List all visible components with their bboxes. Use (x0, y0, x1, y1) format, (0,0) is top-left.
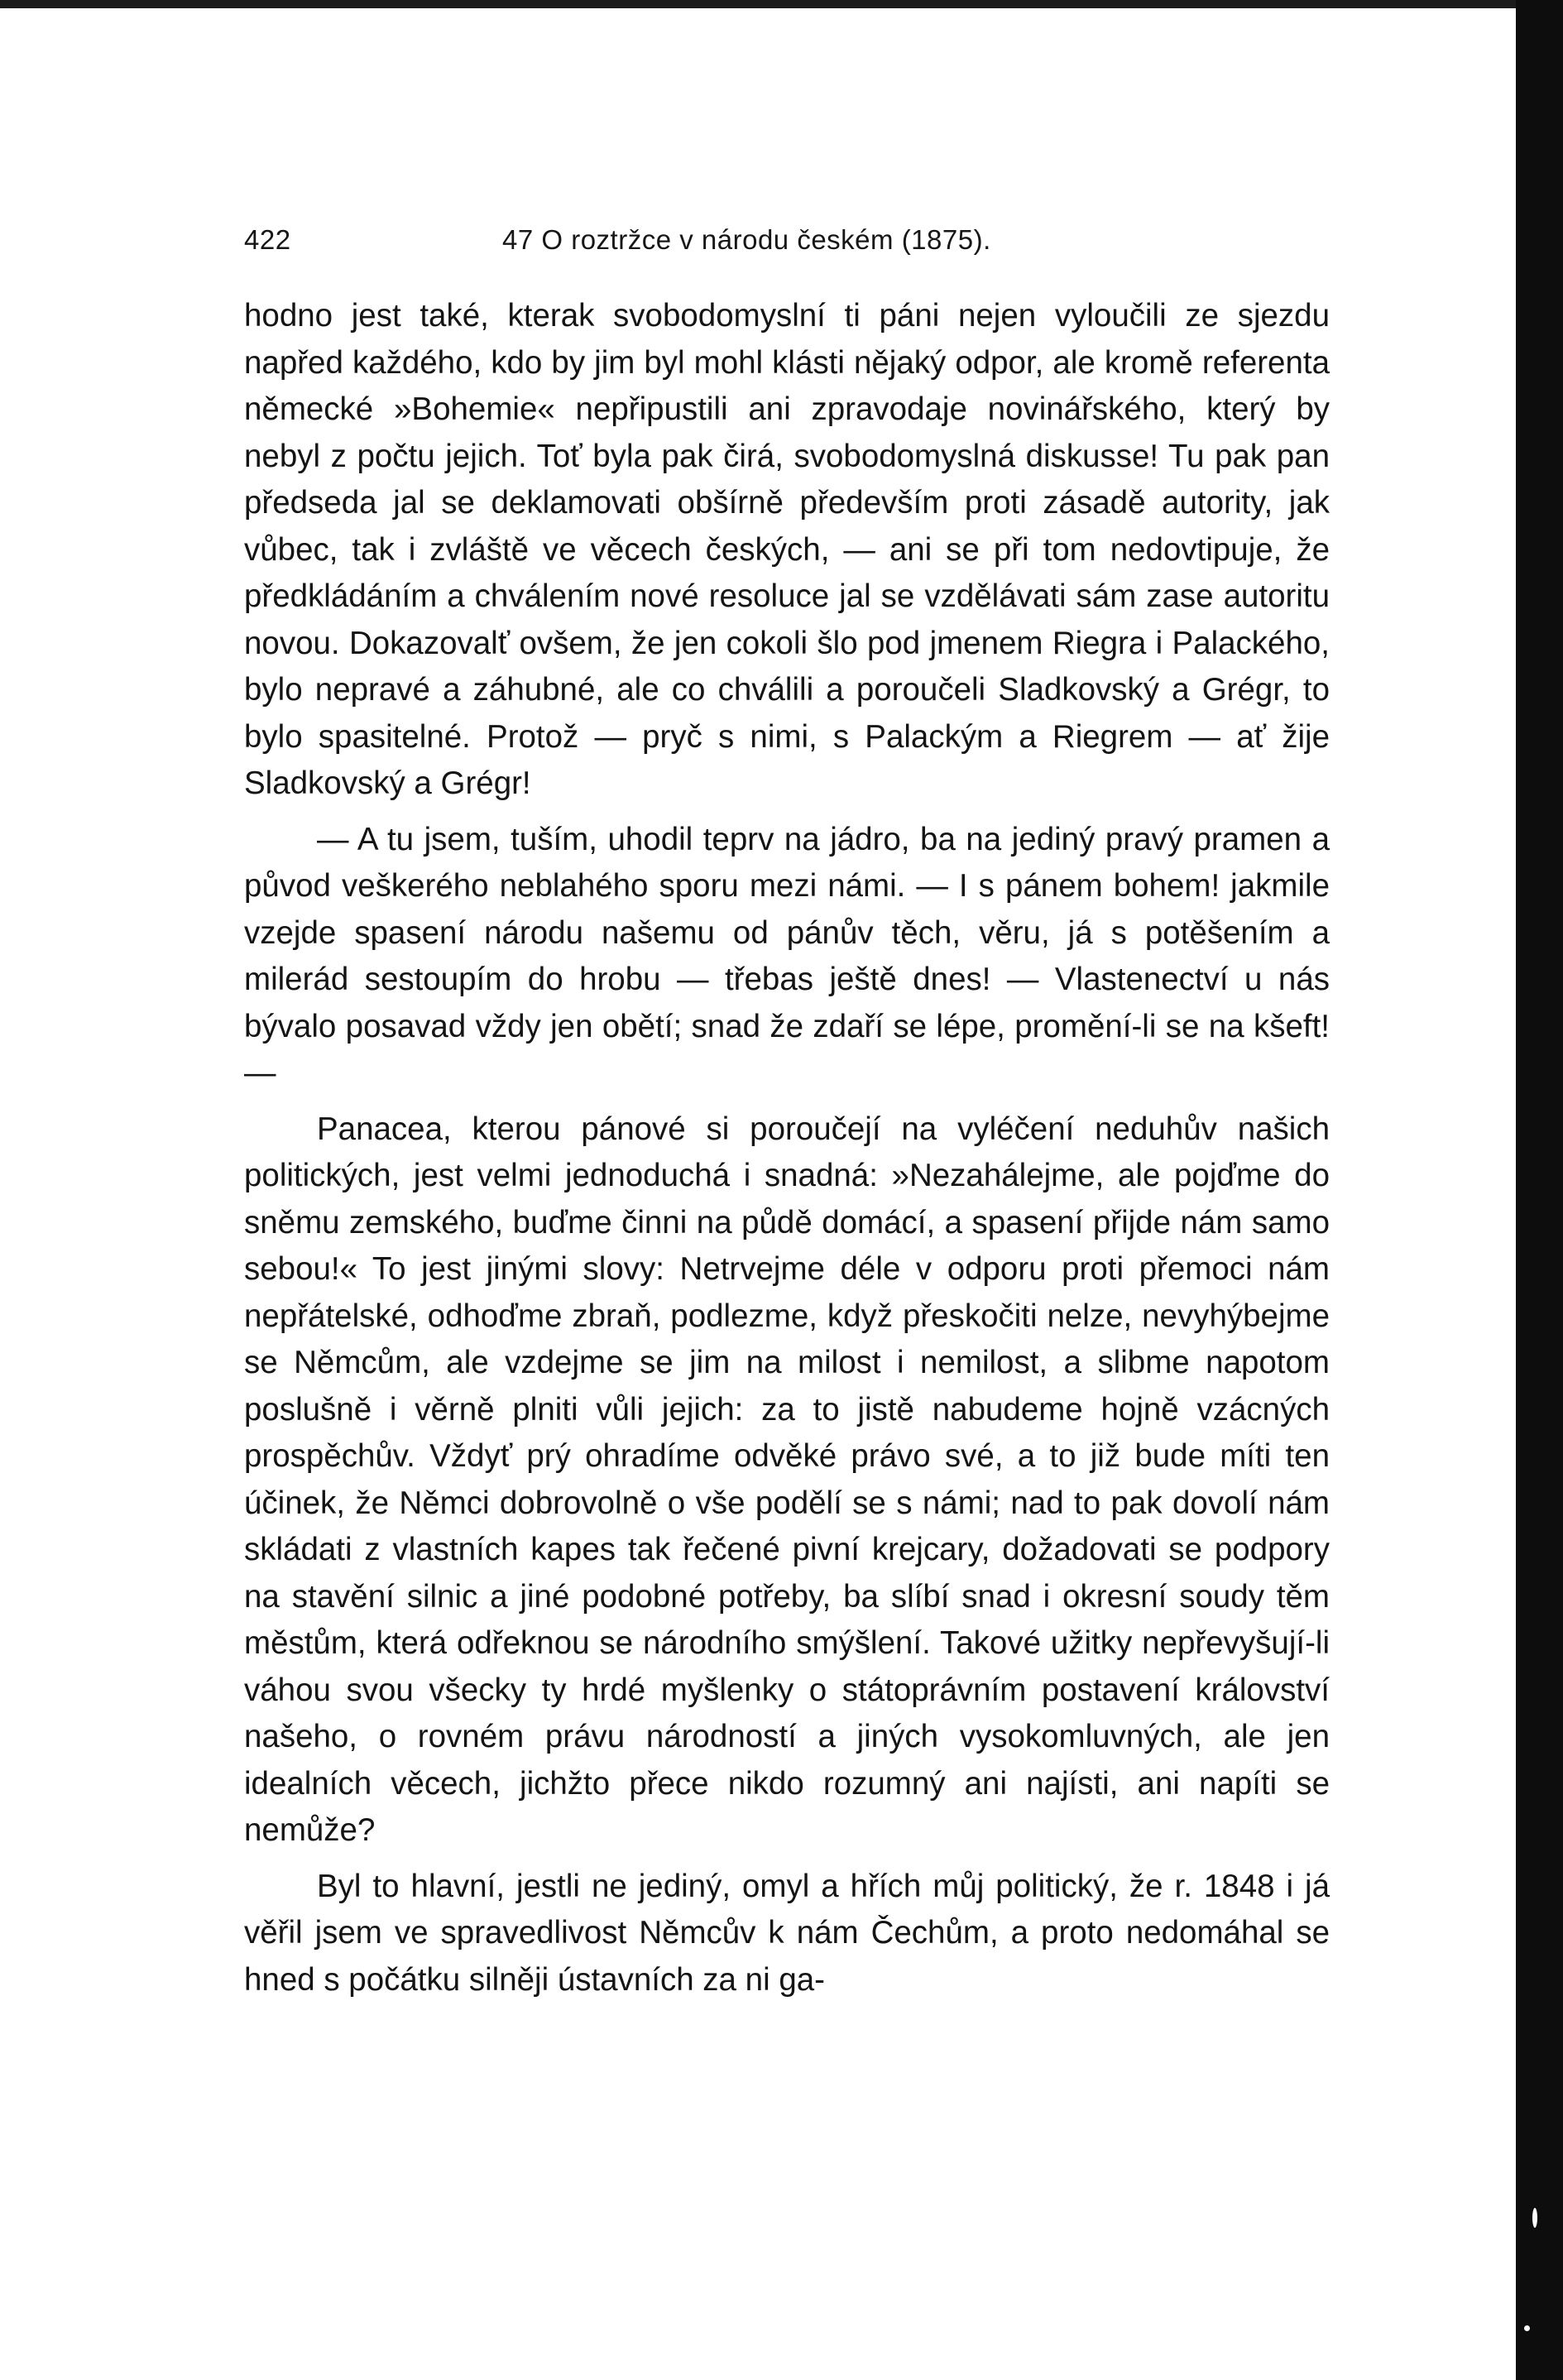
running-title: 47 O roztržce v národu českém (1875). (502, 224, 991, 255)
paragraph-3: Panacea, kterou pánové si poroučejí na vyléčení neduhův našich politických, jest velmi jednoduchá i snadná: »Nezahálejme, ale pojďme do sněmu zemského, buďme činni na půdě domácí, a spasení přijde nám samo sebou!« To jest jinými slovy: Netrvejme déle v odporu proti přemoci nám nepřátelské, odhoďme zbraň, podlezme, když přeskočiti nelze, nevyhýbejme se Němcům, ale vzdejme se jim na milost i nemilost, a slibme napotom poslušně i věrně plniti vůli jejich: za to jistě nabudeme hojně vzácných prospěchův. Vždyť prý ohradíme odvěké právo své, a to již bude míti ten účinek, že Němci dobrovolně o vše podělí se s námi; nad to pak dovolí nám skládati z vlastních kapes tak řečené pivní krejcary, dožadovati se podpory na stavění silnic a jiné podobné potřeby, ba slíbí snad i okresní soudy těm městům, která odřeknou se národního smýšlení. Takové užitky nepřevyšují-li váhou svou všecky ty hrdé myšlenky o státoprávním postavení království našeho, o rovném právu národností a jiných vysokomluvných, ale jen idealních věcech, jichžto přece nikdo rozumný ani najísti, ani napíti se nemůže? (244, 1111, 1330, 1848)
paragraph-2: — A tu jsem, tuším, uhodil teprv na jádro, ba na jediný pravý pramen a původ veškerého neblahého sporu mezi námi. — I s pánem bohem! jakmile vzejde spasení národu našemu od pánův těch, věru, já s potěšením a milerád sestoupím do hrobu — třebas ještě dnes! — Vlastenectví u nás bývalo posavad vždy jen obětí; snad že zdaří se lépe, promění-li se na kšeft! — (244, 821, 1330, 1091)
body-text (244, 293, 1330, 2003)
page-header (244, 224, 1330, 257)
edge-dust-mark (1532, 2208, 1537, 2228)
paragraph-1: hodno jest také, kterak svobodomyslní ti páni nejen vyloučili ze sjezdu napřed každého, kdo by jim byl mohl klásti nějaký odpor, ale kromě referenta německé »Bohemie« nepřipustili ani zpravodaje novinářského, který by nebyl z počtu jejich. Toť byla pak čirá, svobodomyslná diskusse! Tu pak pan předseda jal se deklamovati obšírně především proti zásadě autority, jak vůbec, tak i zvláště ve věcech českých, — ani se při tom nedovtipuje, že předkládáním a chválením nové resoluce jal se vzdělávati sám zase autoritu novou. Dokazovalť ovšem, že jen cokoli šlo pod jmenem Riegra i Palackého, bylo nepravé a záhubné, ale co chválili a poroučeli Sladkovský a Grégr, to bylo spasitelné. Protož — pryč s nimi, s Palackým a Riegrem — ať žije Sladkovský a Grégr! (244, 298, 1330, 801)
scan-right-edge (1516, 0, 1563, 2380)
edge-dust-mark (1524, 2325, 1530, 2331)
page-number: 422 (244, 224, 291, 255)
paragraph-4: Byl to hlavní, jestli ne jediný, omyl a hřích můj politický, že r. 1848 i já věřil jsem ve spravedlivost Němcův k nám Čechům, a proto nedomáhal se hned s počátku silněji ústavních za ni ga- (244, 1868, 1330, 1998)
scanned-page (0, 8, 1516, 2380)
